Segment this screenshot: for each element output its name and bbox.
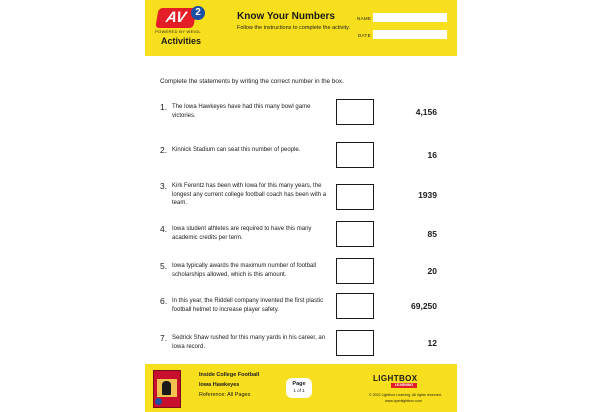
name-label: NAME — [357, 16, 372, 21]
question-text: The Iowa Hawkeyes have had this many bowl game victories. — [172, 104, 311, 119]
logo-tagline: POWERED BY WEIGL — [155, 29, 201, 34]
question-text: Sedrick Shaw rushed for this many yards in his career, an Iowa record. — [172, 335, 326, 350]
football-player-icon — [162, 381, 171, 395]
answer-box[interactable] — [336, 184, 374, 210]
reference-text: Reference: All Pages — [199, 392, 251, 398]
page-indicator — [286, 378, 312, 398]
answer-value: 16 — [427, 150, 437, 160]
logo-superscript: 2 — [191, 6, 205, 20]
header-band — [145, 0, 457, 56]
question-number: 6. — [160, 296, 168, 306]
lightbox-brand: LIGHTBOX — [373, 374, 418, 383]
page-number: 1 of 1 — [293, 388, 305, 393]
answer-value: 20 — [427, 266, 437, 276]
answer-box[interactable] — [336, 99, 374, 125]
footer-band — [145, 364, 457, 412]
name-field[interactable] — [373, 13, 447, 22]
series-title: Inside College Football — [199, 372, 260, 378]
website-url[interactable]: www.openlightbox.com — [385, 399, 422, 403]
instructions-text: Complete the statements by writing the correct number in the box. — [160, 78, 344, 85]
page-title: Know Your Numbers — [237, 11, 335, 22]
answer-box[interactable] — [336, 258, 374, 284]
question-number: 7. — [160, 333, 168, 343]
answer-value: 12 — [427, 338, 437, 348]
question-text: Iowa student athletes are required to have this many academic credits per term. — [172, 226, 312, 241]
book-cover-thumbnail — [153, 370, 181, 408]
question-text: Kinnick Stadium can seat this number of people. — [172, 147, 301, 153]
question-number: 4. — [160, 224, 168, 234]
book-title: Iowa Hawkeyes — [199, 382, 240, 388]
question-text: Kirk Ferentz has been with Iowa for this many years, the longest any current college football coach has been with a team. — [172, 183, 327, 206]
answer-box[interactable] — [336, 293, 374, 319]
answer-box[interactable] — [336, 221, 374, 247]
answer-box[interactable] — [336, 330, 374, 356]
page-label: Page — [292, 381, 306, 387]
av2-badge-icon — [155, 398, 162, 405]
question-number: 3. — [160, 181, 168, 191]
answer-value: 4,156 — [415, 107, 437, 117]
answer-value: 85 — [427, 229, 437, 239]
question-text: Iowa typically awards the maximum number of football scholarships allowed, which is this amount. — [172, 263, 317, 278]
answer-value: 69,250 — [411, 301, 437, 311]
question-number: 5. — [160, 261, 168, 271]
question-number: 2. — [160, 145, 168, 155]
date-field[interactable] — [373, 30, 447, 39]
logo-caption: Activities — [160, 36, 202, 46]
lightbox-tag: LEARNING — [391, 383, 417, 388]
answer-box[interactable] — [336, 142, 374, 168]
date-label: DATE — [358, 33, 371, 38]
lightbox-logo — [373, 374, 431, 388]
question-number: 1. — [160, 102, 168, 112]
copyright-text: © 2022 Lightbox Learning. All rights reserved. — [369, 393, 442, 397]
worksheet-page — [145, 0, 457, 412]
page-subtitle: Follow the instructions to complete the activity. — [237, 25, 351, 31]
question-text: In this year, the Riddell company invented the first plastic football helmet to increase player safety. — [172, 298, 324, 313]
logo-mark: AV — [155, 8, 197, 28]
av2-logo — [151, 6, 209, 50]
answer-value: 1939 — [418, 190, 437, 200]
